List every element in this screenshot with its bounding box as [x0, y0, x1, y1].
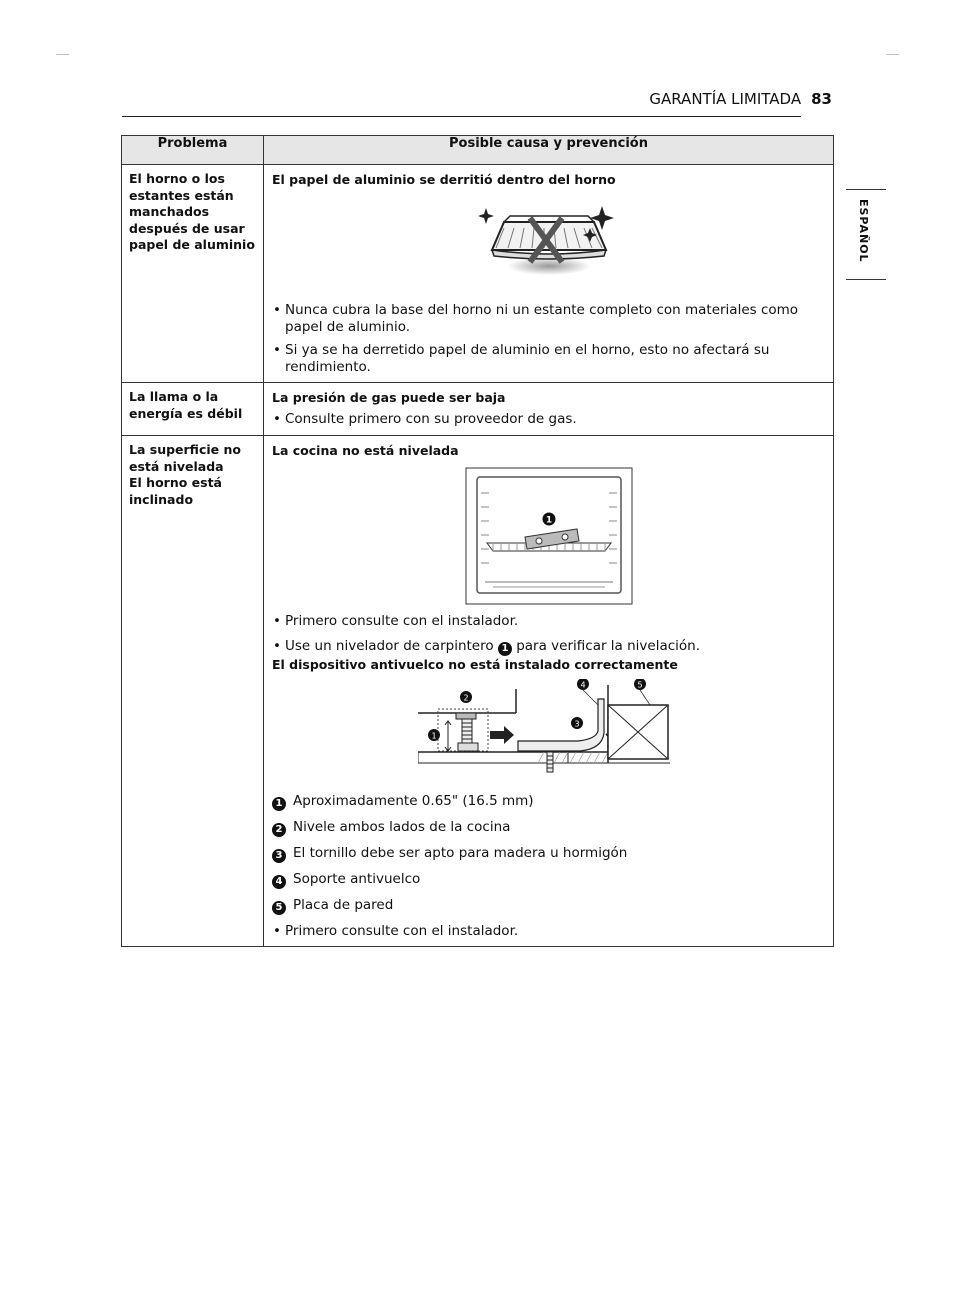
list-item: • Consulte primero con su proveedor de gas.: [272, 411, 825, 428]
crop-mark-left: [56, 54, 69, 55]
list-item: • Primero consulte con el instalador.: [272, 613, 825, 630]
callout-number: 1: [272, 797, 286, 811]
callout-number: 1: [498, 642, 512, 656]
callout-number: 1: [545, 515, 552, 526]
header-rule: [122, 116, 801, 117]
table-row: [122, 383, 834, 436]
bullet-text-pre: Use un nivelador de carpintero: [285, 638, 494, 654]
list-item: • Si ya se ha derretido papel de aluminio en el horno, esto no afectará su rendimiento.: [272, 342, 825, 376]
cause-bullets: [272, 302, 825, 376]
list-item: • Nunca cubra la base del horno ni un estante completo con materiales como papel de aluminio.: [272, 302, 825, 336]
problem-cell: La llama o la energía es débil: [122, 383, 264, 436]
callout-number: 3: [573, 719, 580, 729]
language-tab: [846, 189, 886, 280]
callout-number: 4: [272, 875, 286, 889]
list-item: [272, 793, 825, 811]
anti-tip-illustration: [418, 679, 680, 775]
cause-cell: [264, 436, 834, 947]
oven-level-illustration: [465, 467, 633, 605]
callout-number: 4: [579, 680, 586, 690]
troubleshooting-table: [121, 135, 834, 947]
problem-cell: El horno o los estantes están manchados después de usar papel de aluminio: [122, 165, 264, 383]
list-item-text: Soporte antivuelco: [293, 871, 421, 887]
callout-number: 2: [272, 823, 286, 837]
callout-number: 1: [430, 731, 437, 741]
cause-heading: La presión de gas puede ser baja: [272, 390, 506, 405]
page-number: 83: [811, 90, 832, 108]
callout-number: 2: [462, 693, 469, 703]
problem-line: La superficie no está nivelada: [129, 442, 241, 474]
page-header: [649, 90, 832, 108]
column-header-problem: Problema: [122, 136, 264, 165]
cause-heading: El dispositivo antivuelco no está instalado correctamente: [272, 657, 678, 672]
list-item: [272, 819, 825, 837]
table-header-row: [122, 136, 834, 165]
list-item: [272, 638, 825, 656]
callout-number: 5: [272, 901, 286, 915]
list-item: [272, 897, 825, 915]
problem-line: El horno está inclinado: [129, 475, 222, 507]
cause-cell: [264, 165, 834, 383]
table-row: [122, 436, 834, 947]
sparkle-icon: [478, 208, 494, 224]
bullet-text-post: para verificar la nivelación.: [516, 638, 701, 654]
cause-heading: La cocina no está nivelada: [272, 443, 459, 458]
list-item-text: Placa de pared: [293, 897, 394, 913]
cause-bullets: [272, 613, 825, 656]
callout-number: 3: [272, 849, 286, 863]
problem-cell: [122, 436, 264, 947]
list-item: [272, 845, 825, 863]
list-item: • Primero consulte con el instalador.: [272, 923, 825, 940]
language-label: ESPAÑOL: [857, 199, 870, 263]
list-item-text: Nivele ambos lados de la cocina: [293, 819, 511, 835]
section-title: GARANTÍA LIMITADA: [649, 90, 802, 108]
numbered-list: [272, 793, 825, 915]
list-item: [272, 871, 825, 889]
column-header-cause: Posible causa y prevención: [264, 136, 834, 165]
cause-cell: [264, 383, 834, 436]
melted-foil-illustration: [474, 198, 624, 288]
table-row: [122, 165, 834, 383]
crop-mark-right: [886, 54, 899, 55]
list-item-text: Aproximadamente 0.65" (16.5 mm): [293, 793, 534, 809]
callout-number: 5: [636, 680, 643, 690]
list-item-text: El tornillo debe ser apto para madera u hormigón: [293, 845, 628, 861]
cause-bullets: [272, 411, 825, 428]
cause-heading: El papel de aluminio se derritió dentro del horno: [272, 172, 616, 187]
cause-bullets: [272, 923, 825, 940]
